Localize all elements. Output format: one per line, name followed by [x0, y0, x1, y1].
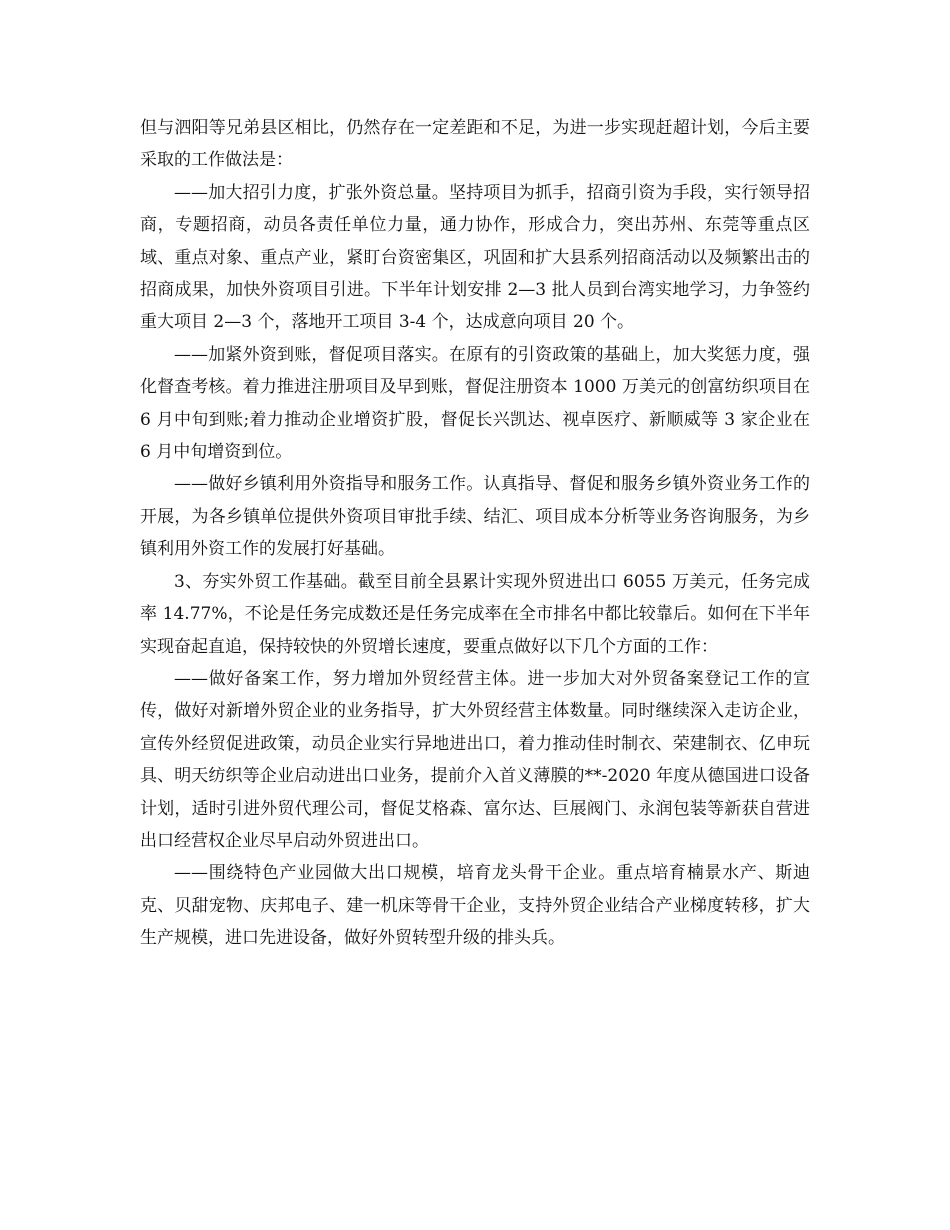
paragraph-continuation: 但与泗阳等兄弟县区相比，仍然存在一定差距和不足，为进一步实现赶超计划，今后主要采取的工作做法是： — [140, 118, 810, 171]
paragraph-registration-work: ——做好备案工作，努力增加外贸经营主体。进一步加大对外贸备案登记工作的宣传，做好对新增外贸企业的业务指导，扩大外贸经营主体数量。同时继续深入走访企业，宣传外经贸促进政策，动员企业实行异地进出口，着力推动佳时制衣、荣建制衣、亿申玩具、明天纺织等企业启动进出口业务，提前介入首义薄膜的**-2020 年度从德国进口设备计划，适时引进外贸代理公司，督促艾格森、富尔达、巨展阀门、永润包装等新获自营进出口经营权企业尽早启动外贸进出口。 — [140, 668, 810, 851]
paragraph-attract-investment: ——加大招引力度，扩张外资总量。坚持项目为抓手，招商引资为手段，实行领导招商，专题招商，动员各责任单位力量，通力协作，形成合力，突出苏州、东莞等重点区域、重点对象、重点产业，紧盯台资密集区，巩固和扩大县系列招商活动以及频繁出击的招商成果，加快外资项目引进。下半年计划安排 2—3 批人员到台湾实地学习，力争签约重大项目 2—3 个，落地开工项目 3-4 个，达成意向项目 20 个。 — [140, 182, 810, 333]
paragraph-foreign-trade-foundation: 3、夯实外贸工作基础。截至目前全县累计实现外贸进出口 6055 万美元，任务完成率 14.77%，不论是任务完成数还是任务完成率在全市排名中都比较靠后。如何在下半年实现奋起直追，保持较快的外贸增长速度，要重点做好以下几个方面的工作： — [140, 571, 810, 657]
paragraph-capital-arrival: ——加紧外资到账，督促项目落实。在原有的引资政策的基础上，加大奖惩力度，强化督查考核。着力推进注册项目及早到账，督促注册资本 1000 万美元的创富纺织项目在 6 月中旬到账;着力推动企业增资扩股，督促长兴凯达、视卓医疗、新顺威等 3 家企业在 6 月中旬增资到位。 — [140, 344, 810, 463]
paragraph-industrial-park: ——围绕特色产业园做大出口规模，培育龙头骨干企业。重点培育楠景水产、斯迪克、贝甜宠物、庆邦电子、建一机床等骨干企业，支持外贸企业结合产业梯度转移，扩大生产规模，进口先进设备，做好外贸转型升级的排头兵。 — [140, 863, 810, 949]
paragraph-township-guidance: ——做好乡镇利用外资指导和服务工作。认真指导、督促和服务乡镇外资业务工作的开展，为各乡镇单位提供外资项目审批手续、结汇、项目成本分析等业务咨询服务，为乡镇利用外资工作的发展打好基础。 — [140, 474, 810, 560]
document-page — [140, 112, 810, 955]
